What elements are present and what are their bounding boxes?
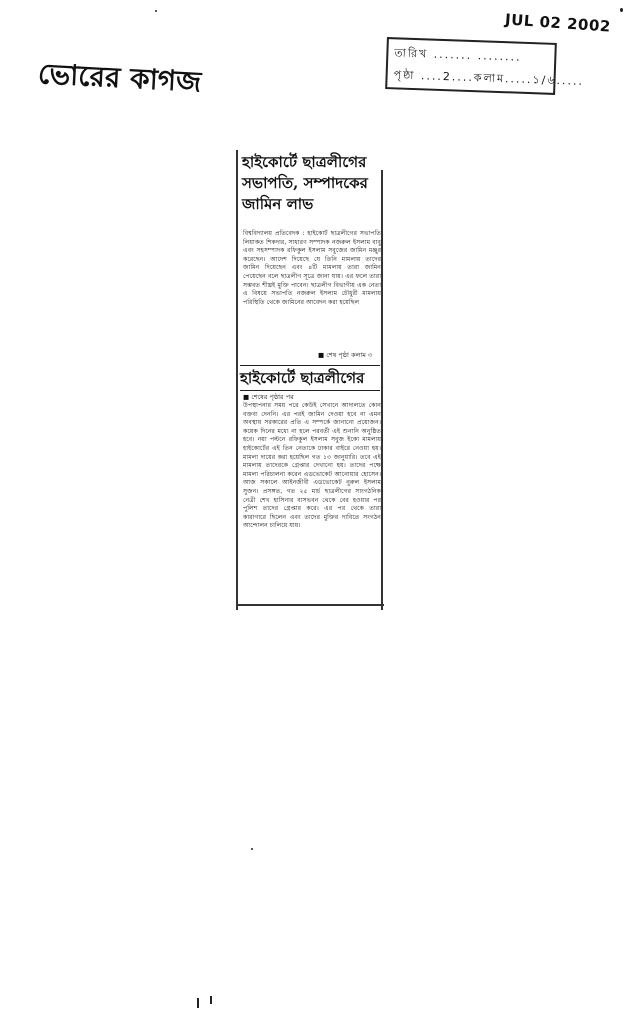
clipping-border-bottom	[236, 604, 384, 606]
scan-speck	[197, 998, 199, 1008]
article-headline: হাইকোর্টে ছাত্রলীগের সভাপতি, সম্পাদকের জামিন লাভ	[242, 153, 368, 213]
clipping-reference-box	[385, 37, 585, 95]
scan-speck	[620, 8, 623, 12]
continued-from-note: ■ শেষের পৃষ্ঠার পর	[243, 393, 294, 401]
ref-page-column-line: পৃষ্ঠা ....2....কলাম.....১/৬.....	[393, 68, 585, 88]
ref-date-line: তারিখ ....... ........	[394, 46, 522, 64]
article-body-part1: বিশ্ববিদ্যালয় প্রতিবেদক : হাইকোর্ট ছাত্রলীগের সভাপতি লিয়াকত শিকদার, সাধারণ সম্পাদক নজরুল ইসলাম বাবু এবং সহসম্পাদক রফিকুল ইসলাম সবুজের জামিন মঞ্জুর করেছেন। আদেশ দিয়েছে যে তিনি মামলায় তাদের জামিন দিয়েছেন এবং ৪টি মামলায় তারা জামিন পেয়েছেন বলে ছাত্রলীগ সূত্রে জানা যায়। এর ফলে তারা সম্ভবত শীঘ্রই মুক্তি পাবেন। ছাত্রলীগ বিভাগীয় এক নেতা এ বিষয়ে সভাপতি নজরুল ইসলাম চৌধুরী মামলায় পরিস্থিতি থেকে জামিনের আবেদন করা হয়েছিল	[243, 230, 381, 306]
scan-speck	[251, 848, 253, 850]
date-stamp: JUL 02 2002	[504, 10, 612, 36]
clipping-border-right	[381, 170, 383, 610]
clipping-border-left	[236, 150, 238, 610]
scan-speck	[155, 10, 157, 12]
scan-speck	[210, 996, 212, 1004]
continued-on-note: ■ শেষ পৃষ্ঠা কলাম ৩	[318, 351, 373, 359]
article-continuation-headline: হাইকোর্টে ছাত্রলীগের	[240, 365, 380, 391]
article-body-part2: উপস্থাপনার সময় পরে কেউই সেখানে আদালতে কোন বক্তব্য দেননি। এর পরই জামিন দেওয়া হবে না এমন অবস্থায় সরকারের প্রতি এ সম্পর্কে জানানো প্রয়োজন। কয়েক দিনের মধ্যে না হলে পরবর্তী এই শুনানি অনুষ্ঠিত হবে। নয়া পল্টনে রফিকুল ইসলাম সবুজ ইকো মামলায় হাইকোর্টের এই তিন নেতাকে ঢাকার বাইরে নেওয়া হয়। মামলা দায়ের করা হয়েছিল গত ১৩ জানুয়ারি। তবে এই মামলায় তাদেরকে গ্রেপ্তার দেখানো হয়। তাদের পক্ষে মামলা পরিচালনা করেন এডভোকেট আনোয়ার হোসেন। আজ সকালে আইনজীবী এডভোকেট নুরুল ইসলাম সুজন। প্রসঙ্গত, গত ২৫ মার্চ ছাত্রলীগের সাংগঠনিক নেত্রী শেখ হাসিনার বাসভবন থেকে বের হওয়ার পর পুলিশ তাদের গ্রেপ্তার করে। এর পর থেকে তারা কারাগারে ছিলেন এবং তাদের মুক্তির দাবিতে সংগঠন আন্দোলন চালিয়ে যায়।	[243, 402, 381, 530]
newspaper-masthead: ভোরের কাগজ	[37, 57, 203, 99]
